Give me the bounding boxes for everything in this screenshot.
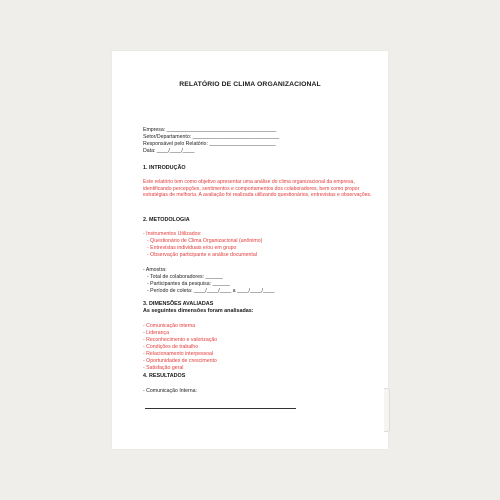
section-heading-method: 2. METODOLOGIA — [143, 217, 190, 223]
list-item: - Liderança — [143, 330, 169, 336]
instruments-label: - Instrumentos Utilizados: — [143, 231, 202, 237]
field-responsible: Responsável pelo Relatório: _______________________ — [143, 141, 276, 147]
list-item: - Reconhecimento e valorização — [143, 337, 218, 343]
sample-label: - Amostra: — [143, 267, 167, 273]
results-item-communication: - Comunicação Interna: — [143, 388, 197, 394]
dimensions-subheading: As seguintes dimensões foram analisadas: — [143, 308, 254, 314]
list-item: - Participantes da pesquisa: ______ — [147, 281, 230, 287]
intro-paragraph: Este relatório tem como objetivo apresentar uma análise do clima organizacional da empresa, identificando percepções, sentimentos e comportamentos dos colaboradores, bem como propor estratégias de melhoria. A avaliação foi realizada utilizando questionários, entrevistas e observações. — [143, 179, 372, 199]
list-item: - Comunicação interna — [143, 323, 196, 329]
list-item: - Total de colaboradores: ______ — [147, 274, 223, 280]
list-item: - Condições de trabalho — [143, 344, 199, 350]
field-company: Empresa: ______________________________________ — [143, 127, 277, 133]
list-item: - Período de coleta: ____/____/____ a ____/____/____ — [147, 288, 275, 294]
list-item: - Satisfação geral — [143, 365, 184, 371]
list-item: - Relacionamento interpessoal — [143, 351, 214, 357]
field-date: Data: ____/____/____ — [143, 148, 195, 154]
list-item: - Observação participante e análise documental — [147, 252, 257, 258]
field-department: Setor/Departamento: ______________________________ — [143, 134, 280, 140]
document-page — [112, 51, 388, 449]
section-heading-dimensions: 3. DIMENSÕES AVALIADAS — [143, 301, 214, 307]
section-heading-results: 4. RESULTADOS — [143, 373, 186, 379]
section-heading-intro: 1. INTRODUÇÃO — [143, 165, 186, 171]
answer-line — [145, 408, 296, 409]
list-item: - Oportunidades de crescimento — [143, 358, 217, 364]
page-title: RELATÓRIO DE CLIMA ORGANIZACIONAL — [179, 81, 321, 88]
side-scroll-tab[interactable] — [384, 388, 390, 432]
list-item: - Questionário de Clima Organizacional (anônimo) — [147, 238, 263, 244]
list-item: - Entrevistas individuais e/ou em grupo — [147, 245, 237, 251]
